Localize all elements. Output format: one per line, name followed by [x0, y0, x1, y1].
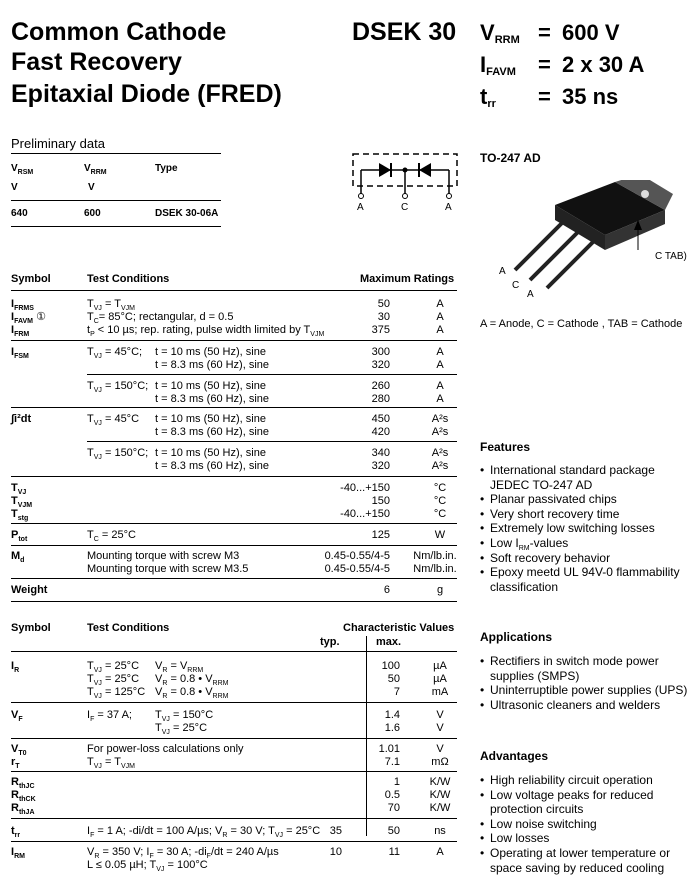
ifsm-a-units: A A	[436, 346, 444, 371]
i2t-b-lines: t = 10 ms (50 Hz), sine t = 8.3 ms (60 Hz), sine	[155, 447, 270, 472]
ir-units: µA µA mA	[431, 660, 449, 698]
i2t-a-vals: 450 420	[371, 413, 390, 438]
i2t-a-units: A²s A²s	[431, 413, 449, 438]
char-h-max: max.	[376, 636, 402, 648]
unit-if-group: A A A	[436, 298, 444, 336]
spec-trr-value: 35 ns	[562, 84, 619, 109]
list-item: • Low noise switching	[480, 817, 690, 832]
spec-ifavm-value: 2 x 30 A	[562, 52, 645, 77]
part-number: DSEK 30	[352, 18, 457, 46]
weight-unit: g	[436, 584, 444, 596]
char-h-symbol: Symbol	[11, 622, 51, 634]
applications-title: Applications	[480, 630, 553, 644]
sym-ir: $I_R$	[11, 660, 20, 674]
list-item: • Ultrasonic cleaners and welders	[480, 698, 690, 713]
i2t-b-cond: $T_{VJ} = 150^\circ C$;	[87, 447, 149, 461]
list-item: • Low $I_{RM}$-values	[480, 536, 690, 551]
ifsm-a-lines: t = 10 ms (50 Hz), sine t = 8.3 ms (60 Hz), sine	[155, 346, 270, 371]
col-type: Type	[155, 163, 178, 174]
list-item: • Soft recovery behavior	[480, 551, 690, 566]
irm-max: 11	[388, 846, 400, 858]
trr-typ: 35	[329, 825, 342, 837]
vt0-max: 1.01 7.1	[378, 743, 400, 768]
spec-vrrm-value: 600 V	[562, 20, 620, 45]
i2t-a-cond: $T_{VJ} = 45^\circ C$	[87, 413, 140, 427]
features-title: Features	[480, 440, 531, 454]
rth-units: K/W K/W K/W	[429, 776, 451, 814]
vf-cond: $I_F = 37$ A;	[87, 709, 132, 723]
list-item: • Operating at lower temperature or space saving by reduced cooling	[480, 846, 690, 875]
sym-rth: $R_{thJC}$ $R_{thCK}$ $R_{thJA}$	[11, 776, 36, 816]
ifsm-a-vals: 300 320	[371, 346, 390, 371]
vf-max: 1.4 1.6	[384, 709, 400, 734]
ir-volts: $V_R = V_{RRM}$ $V_R = 0.8$ • $V_{RRM}$ $V_R = 0.8$ • $V_{RRM}$	[155, 660, 229, 700]
ptot-unit: W	[434, 529, 446, 541]
col-vrrm-unit: V	[88, 182, 95, 193]
list-item: • Extremely low switching losses	[480, 521, 690, 536]
list-item: • Rectifiers in switch mode power supplies (SMPS)	[480, 654, 690, 683]
list-item: • International standard package JEDEC TO-247 AD	[480, 463, 690, 492]
list-item: • Low voltage peaks for reduced protection circuits	[480, 788, 690, 817]
vt0-cond: For power-loss calculations only $T_{VJ} = T_{VJM}$	[87, 743, 244, 770]
sym-trr: $t_{rr}$	[11, 825, 21, 839]
pin-legend: A = Anode, C = Cathode , TAB = Cathode	[480, 318, 683, 330]
list-item: • High reliability circuit operation	[480, 773, 690, 788]
vf-units: V V	[436, 709, 444, 734]
ptot-val: 125	[371, 529, 390, 541]
list-item: • Low losses	[480, 831, 690, 846]
advantages-title: Advantages	[480, 749, 549, 763]
col-vrsm: $V_{RSM}$	[11, 163, 34, 176]
ir-temps: $T_{VJ} = 25^\circ C$ $T_{VJ} = 25^\circ C$ $T_{VJ} = 125^\circ C$	[87, 660, 146, 700]
i2t-b-vals: 340 320	[371, 447, 390, 472]
ptot-cond: $T_C = 25^\circ C$	[87, 529, 136, 543]
weight-label: Weight	[11, 584, 48, 596]
cond-if-group: $T_{VJ} = T_{VJM}$ $T_C= 85^\circ C$; rectangular, d = 0.5 $t_P < 10$ µs; rep. rating, pulse width limited by $T_{VJM}$	[87, 298, 325, 338]
pkg-pin-c: C	[512, 280, 520, 291]
md-vals: 0.45-0.55/4-5 0.45-0.55/4-5	[324, 550, 390, 575]
title-line-1: Common Cathode	[11, 18, 227, 46]
char-h-values: Characteristic Values	[343, 622, 455, 634]
spec-eq: =	[538, 84, 551, 109]
row-vrsm: 640	[11, 208, 28, 219]
package-drawing	[495, 180, 695, 305]
ifsm-b-vals: 260 280	[371, 380, 390, 405]
char-h-cond: Test Conditions	[87, 622, 170, 634]
row-vrrm: 600	[84, 208, 101, 219]
spec-trr: $t_{rr}$	[480, 84, 496, 110]
md-units: Nm/lb.in. Nm/lb.in.	[413, 550, 457, 575]
val-if-group: 50 30 375	[371, 298, 390, 336]
advantages-list	[480, 773, 690, 875]
ifsm-b-units: A A	[436, 380, 444, 405]
sym-i2t: ∫i²dt	[11, 413, 32, 425]
sym-temps: $T_{VJ}$ $T_{VJM}$ $T_{stg}$	[11, 482, 33, 522]
list-item: • Epoxy meetd UL 94V-0 flammability classification	[480, 565, 690, 594]
spec-eq: =	[538, 52, 551, 77]
sym-vt0: $V_{T0}$ $r_T$	[11, 743, 27, 770]
temps-units: °C °C °C	[433, 482, 447, 520]
ir-max: 100 50 7	[381, 660, 400, 698]
char-h-typ: typ.	[320, 636, 340, 648]
max-h-ratings: Maximum Ratings	[360, 273, 455, 285]
trr-cond: $I_F = 1$ A; -di/dt = 100 A/µs; $V_R = 30$ V; $T_{VJ} = 25^\circ C$	[87, 825, 321, 839]
spec-vrrm: $V_{RRM}$	[480, 20, 520, 46]
sym-if-group: $I_{FRMS}$ $I_{FAVM}$ ① $I_{FRM}$	[11, 298, 46, 338]
i2t-b-units: A²s A²s	[431, 447, 449, 472]
col-vrsm-unit: V	[11, 182, 18, 193]
pkg-pin-a2: A	[527, 289, 534, 300]
applications-list	[480, 654, 690, 712]
i2t-a-lines: t = 10 ms (50 Hz), sine t = 8.3 ms (60 Hz), sine	[155, 413, 270, 438]
preliminary-label: Preliminary data	[11, 136, 105, 151]
ifsm-b-cond: $T_{VJ} = 150^\circ C$;	[87, 380, 149, 394]
list-item: • Very short recovery time	[480, 507, 690, 522]
spec-eq: =	[538, 20, 551, 45]
row-type: DSEK 30-06A	[155, 208, 219, 219]
pkg-tab: C TAB)	[655, 251, 687, 262]
list-item: • Uninterruptible power supplies (UPS)	[480, 683, 690, 698]
irm-unit: A	[436, 846, 444, 858]
vf-temps: $T_{VJ} = 150^\circ C$ $T_{VJ} = 25^\circ C$	[155, 709, 214, 736]
pin-a2: A	[445, 202, 452, 213]
pin-c: C	[401, 202, 409, 213]
pin-a1: A	[357, 202, 364, 213]
vt0-units: V mΩ	[431, 743, 449, 768]
temps-vals: -40...+150 150 -40...+150	[340, 482, 390, 520]
md-lines: Mounting torque with screw M3 Mounting torque with screw M3.5	[87, 550, 249, 575]
sym-ptot: $P_{tot}$	[11, 529, 28, 543]
sym-md: $M_d$	[11, 550, 25, 564]
rth-max: 1 0.5 70	[384, 776, 400, 814]
features-list	[480, 463, 690, 594]
sym-ifsm: $I_{FSM}$	[11, 346, 29, 360]
irm-typ: 10	[329, 846, 342, 858]
spec-ifavm: $I_{FAVM}$	[480, 52, 516, 78]
weight-val: 6	[383, 584, 390, 596]
ifsm-a-cond: $T_{VJ} = 45^\circ C$;	[87, 346, 143, 360]
title-line-2: Fast Recovery	[11, 48, 182, 76]
trr-max: 50	[387, 825, 400, 837]
sym-vf: $V_F$	[11, 709, 23, 723]
pkg-pin-a1: A	[499, 266, 506, 277]
col-vrrm: $V_{RRM}$	[84, 163, 107, 176]
sym-irm: $I_{RM}$	[11, 846, 25, 860]
irm-cond: $V_R = 350$ V; $I_F = 30$ A; $-di_F/dt = 240$ A/µs L ≤ 0.05 µH; $T_{VJ} = 100^\circ C$	[87, 846, 279, 873]
package-label: TO-247 AD	[480, 151, 541, 165]
trr-unit: ns	[434, 825, 446, 837]
max-h-symbol: Symbol	[11, 273, 51, 285]
max-h-cond: Test Conditions	[87, 273, 170, 285]
list-item: • Planar passivated chips	[480, 492, 690, 507]
ifsm-b-lines: t = 10 ms (50 Hz), sine t = 8.3 ms (60 Hz), sine	[155, 380, 270, 405]
title-line-3: Epitaxial Diode (FRED)	[11, 80, 282, 108]
